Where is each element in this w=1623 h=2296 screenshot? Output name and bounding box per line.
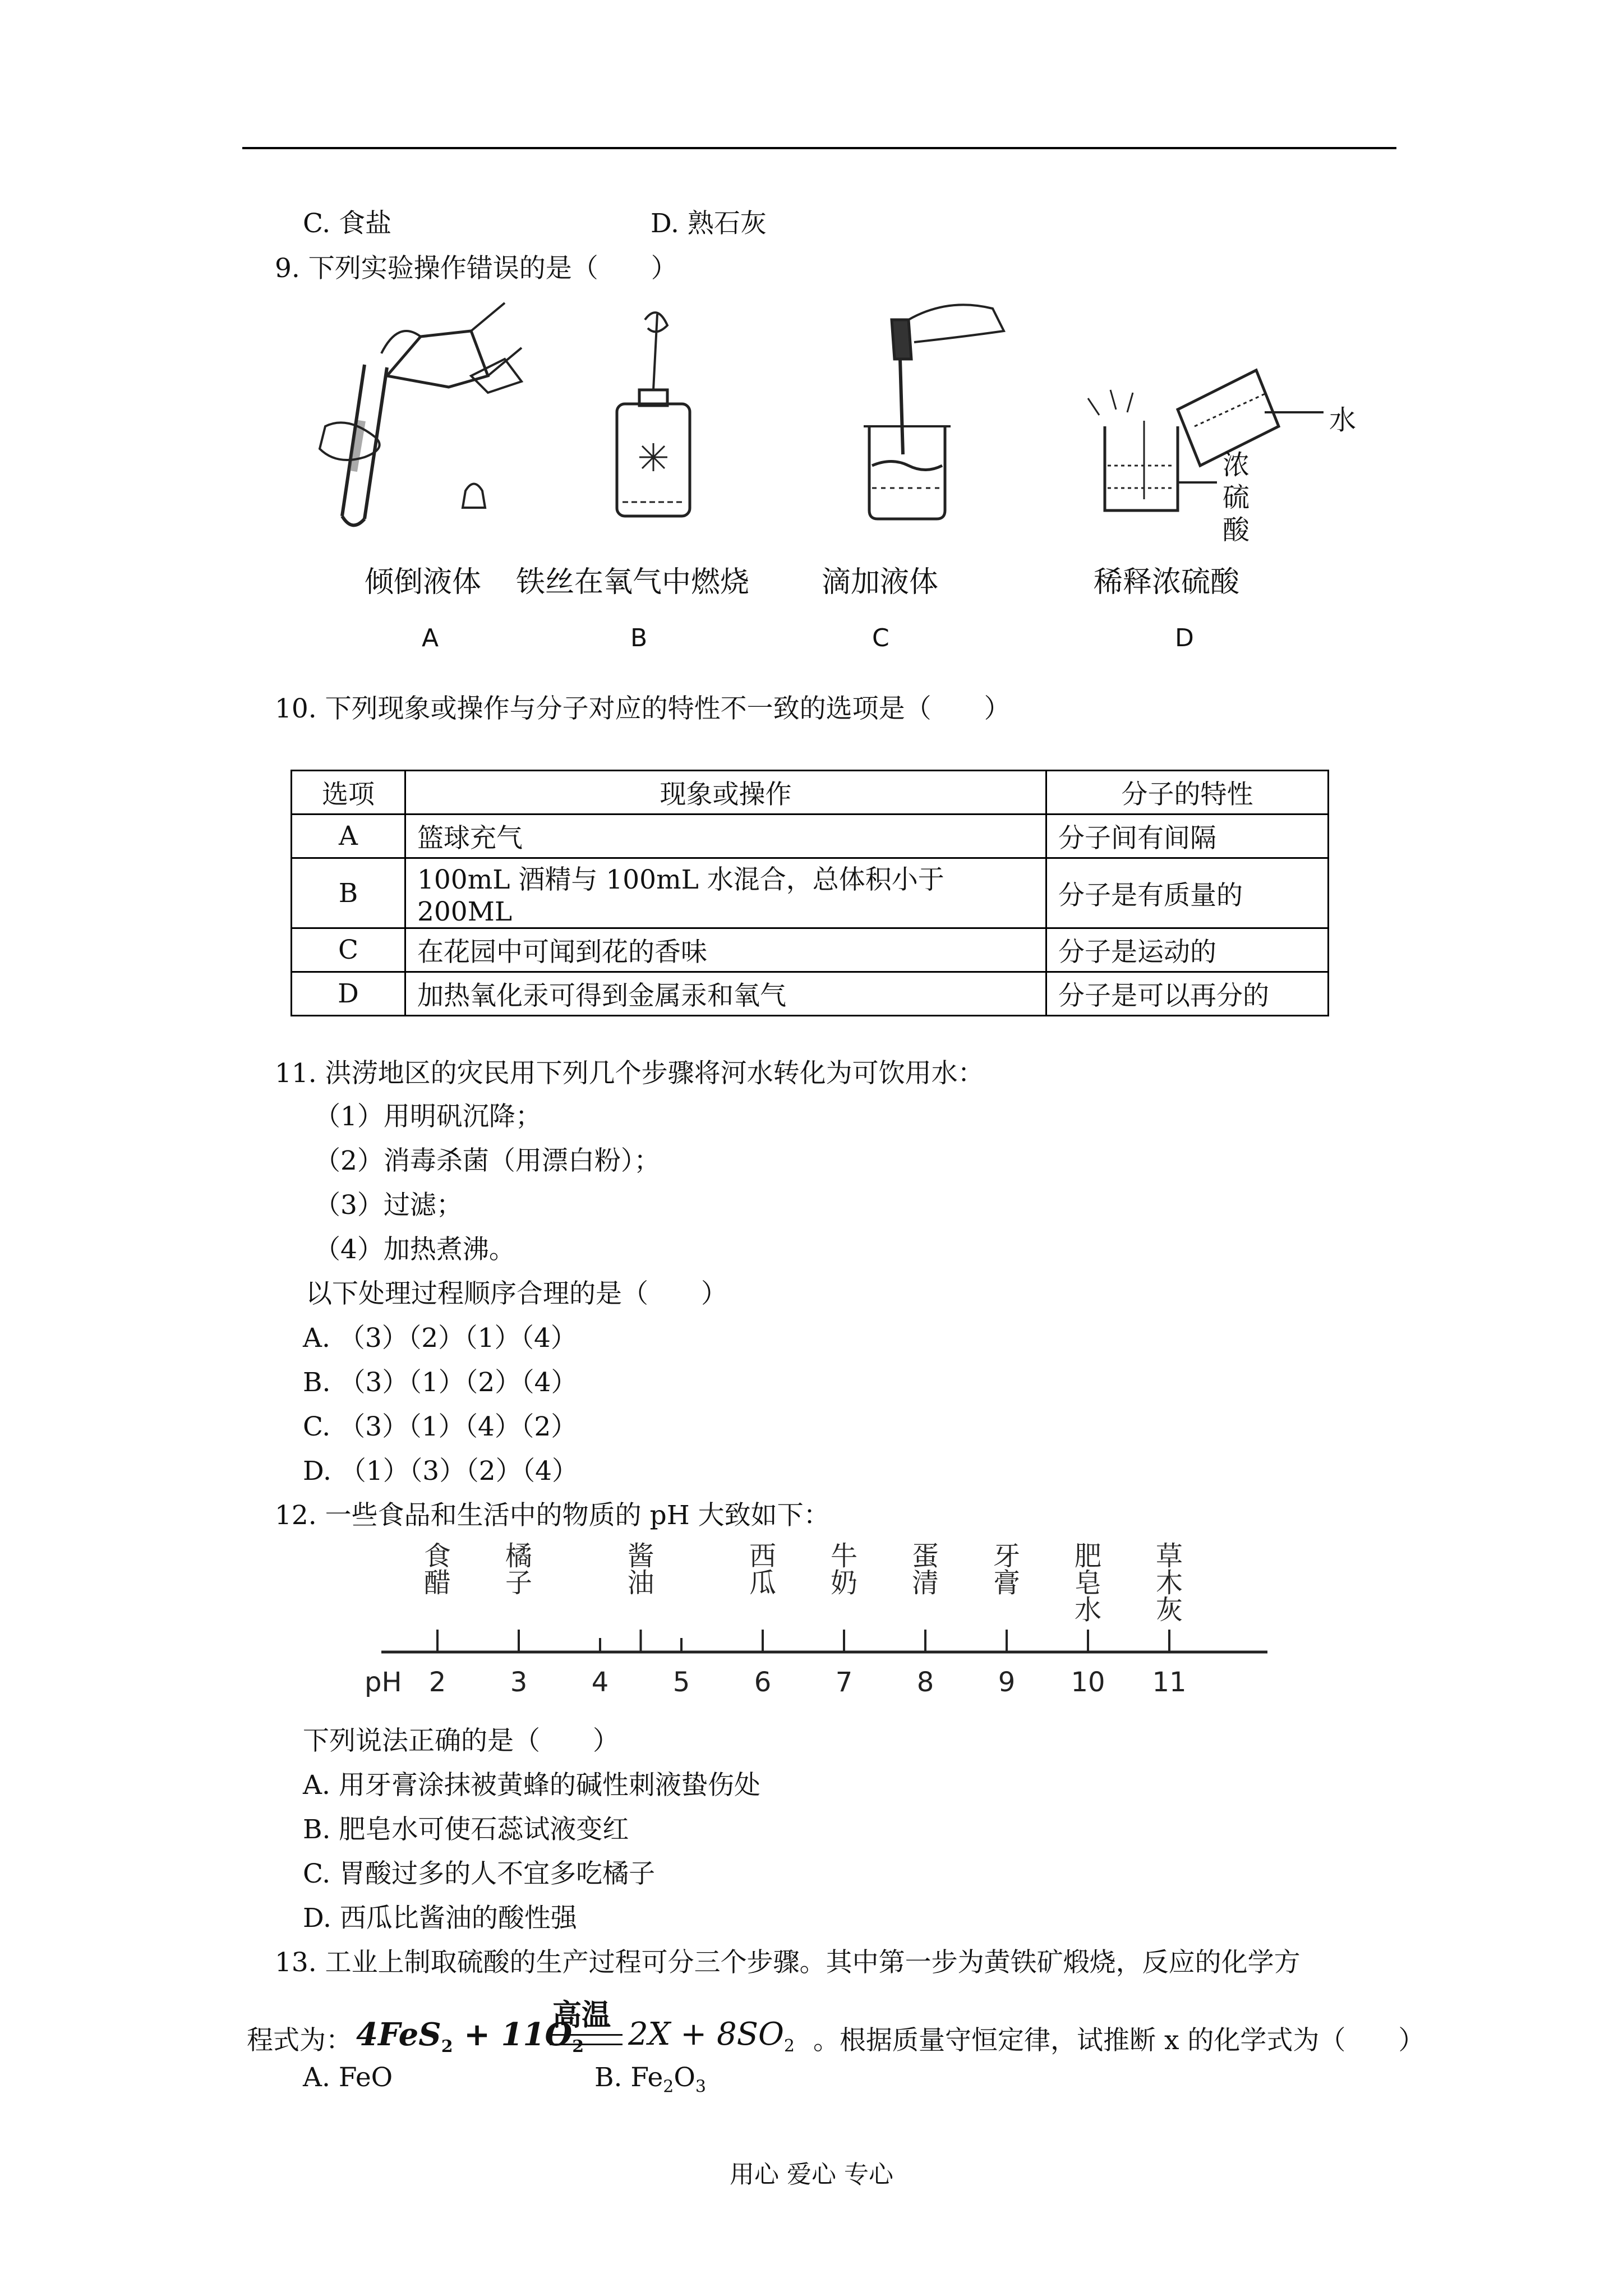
figure-c-dropping-liquid: [864, 305, 1004, 519]
ph-tick-label: 10: [1071, 1667, 1105, 1698]
caption-b: 铁丝在氧气中燃烧: [516, 565, 750, 599]
eq-o2-sub: 2: [572, 2037, 584, 2057]
row-phenomenon: 在花园中可闻到花的香味: [405, 928, 1046, 972]
ph-tick-label: 8: [916, 1667, 934, 1698]
row-phenomenon: 加热氧化汞可得到金属汞和氧气: [405, 972, 1046, 1016]
o-text: O: [674, 2062, 695, 2093]
q11-option-b: B. （3）（1）（2）（4）: [303, 1367, 578, 1398]
q13-stem-line-1: 13. 工业上制取硫酸的生产过程可分三个步骤。其中第一步为黄铁矿煅烧，反应的化学方: [275, 1947, 1301, 1978]
substance-label: 酱: [627, 1540, 654, 1572]
substance-label: 肥: [1074, 1540, 1102, 1572]
ph-tick-label: 2: [428, 1667, 446, 1698]
fe-sub: 2: [663, 2077, 674, 2097]
eq-fes-sub: 2: [441, 2037, 453, 2057]
fe-text: B. Fe: [594, 2062, 663, 2093]
eq-products: 2X + 8SO: [628, 2016, 784, 2053]
q11-option-d: D. （1）（3）（2）（4）: [303, 1456, 578, 1487]
q13-option-b: [594, 2064, 706, 2095]
label-concentrated-sulfuric-acid: [1223, 449, 1249, 546]
substance-label: 灰: [1155, 1594, 1183, 1626]
table-row: [292, 858, 1329, 928]
q11-question: 以下处理过程顺序合理的是（ ）: [306, 1278, 727, 1309]
table-row: [292, 928, 1329, 972]
q13-suffix: 。根据质量守恒定律，试推断 x 的化学式为（ ）: [813, 2025, 1425, 2056]
label-acid-char-2: 硫: [1223, 482, 1250, 513]
substance-label: 子: [505, 1567, 533, 1599]
ph-label: pH: [365, 1667, 402, 1698]
table-header-row: [292, 771, 1329, 815]
row-option: D: [292, 972, 405, 1016]
ph-scale: [359, 1537, 1284, 1717]
caption-a: 倾倒液体: [365, 565, 482, 599]
eq-o2: + 11O: [453, 2016, 573, 2053]
q11-step-4: （4）加热煮沸。: [314, 1234, 515, 1265]
o-sub: 3: [695, 2077, 707, 2097]
substance-label: 食: [423, 1540, 451, 1572]
ph-tick-label: 3: [510, 1667, 528, 1698]
row-phenomenon: 篮球充气: [405, 815, 1046, 858]
row-property: 分子是有质量的: [1046, 858, 1329, 928]
header-rule: [242, 147, 1396, 149]
q13-option-a: A. FeO: [303, 2062, 393, 2093]
figure-d-diluting-acid: [1088, 370, 1324, 510]
reaction-condition: 高温: [552, 1999, 611, 2032]
q10-stem: 10. 下列现象或操作与分子对应的特性不一致的选项是（ ）: [275, 693, 1011, 724]
ph-tick-label: 7: [835, 1667, 853, 1698]
q9-stem: 9. 下列实验操作错误的是（ ）: [275, 253, 677, 284]
letter-c: C: [872, 624, 889, 652]
q12-option-c: C. 胃酸过多的人不宜多吃橘子: [303, 1858, 656, 1889]
row-property: 分子是运动的: [1046, 928, 1329, 972]
substance-label: 草: [1155, 1540, 1183, 1572]
ph-tick-label: 5: [672, 1667, 690, 1698]
substance-label: 橘: [505, 1540, 533, 1572]
substance-label: 水: [1074, 1594, 1102, 1626]
substance-label: 西: [749, 1540, 777, 1572]
page-footer: 用心 爱心 专心: [730, 2160, 893, 2189]
q12-option-a: A. 用牙膏涂抹被黄蜂的碱性刺液蛰伤处: [303, 1770, 760, 1801]
letter-b: B: [630, 624, 648, 652]
substance-label: 油: [627, 1567, 654, 1599]
q9-illustrations: [303, 297, 1368, 662]
q11-stem: 11. 洪涝地区的灾民用下列几个步骤将河水转化为可饮用水：: [275, 1058, 984, 1089]
header-phenomenon: 现象或操作: [405, 771, 1046, 815]
substance-label: 蛋: [911, 1540, 939, 1572]
letter-a: A: [422, 624, 439, 652]
ph-tick-label: 6: [754, 1667, 772, 1698]
ph-tick-label: 11: [1152, 1667, 1187, 1698]
substance-label: 清: [911, 1567, 939, 1599]
equation-right: [628, 2016, 795, 2056]
table-row: [292, 815, 1329, 858]
row-property: 分子是可以再分的: [1046, 972, 1329, 1016]
q11-option-a: A. （3）（2）（1）（4）: [303, 1323, 577, 1354]
q11-option-c: C. （3）（1）（4）（2）: [303, 1411, 578, 1442]
equals-sign: [550, 2034, 623, 2045]
substance-label: 瓜: [749, 1567, 777, 1599]
caption-c: 滴加液体: [822, 565, 939, 599]
q12-question: 下列说法正确的是（ ）: [303, 1726, 619, 1756]
q10-table: [291, 770, 1329, 1016]
substance-label: 牛: [830, 1540, 858, 1572]
substance-label: 皂: [1074, 1567, 1102, 1599]
q11-step-1: （1）用明矾沉降；: [314, 1101, 542, 1132]
row-option: B: [292, 858, 405, 928]
eq-so2-sub: 2: [783, 2036, 795, 2056]
ph-tick-label: 9: [998, 1667, 1016, 1698]
substance-label: 木: [1155, 1567, 1183, 1599]
row-property: 分子间有间隔: [1046, 815, 1329, 858]
substance-label: 膏: [993, 1567, 1021, 1599]
row-phenomenon: 100mL 酒精与 100mL 水混合，总体积小于 200ML: [405, 858, 1046, 928]
eq-fes: 4FeS: [356, 2016, 441, 2053]
q8-option-d: D. 熟石灰: [651, 208, 767, 239]
caption-d: 稀释浓硫酸: [1094, 565, 1240, 599]
label-water: 水: [1329, 404, 1357, 436]
q8-option-c: C. 食盐: [303, 208, 392, 239]
row-option: A: [292, 815, 405, 858]
figure-b-iron-wire-burning: [617, 312, 690, 516]
substance-label: 牙: [993, 1540, 1021, 1572]
figure-a-pouring-liquid: [320, 303, 522, 525]
ph-tick-label: 4: [591, 1667, 609, 1698]
q11-step-3: （3）过滤；: [314, 1190, 463, 1221]
label-acid-char-1: 浓: [1223, 449, 1250, 481]
substance-label: 醋: [423, 1567, 451, 1599]
table-row: [292, 972, 1329, 1016]
q11-step-2: （2）消毒杀菌（用漂白粉）；: [314, 1145, 661, 1176]
q12-option-d: D. 西瓜比酱油的酸性强: [303, 1903, 577, 1934]
row-option: C: [292, 928, 405, 972]
q12-stem: 12. 一些食品和生活中的物质的 pH 大致如下：: [275, 1500, 830, 1531]
q12-option-b: B. 肥皂水可使石蕊试液变红: [303, 1814, 629, 1845]
header-option: 选项: [292, 771, 405, 815]
letter-d: D: [1175, 624, 1194, 652]
label-acid-char-3: 酸: [1223, 514, 1250, 546]
q13-prefix: 程式为：: [247, 2025, 352, 2056]
header-property: 分子的特性: [1046, 771, 1329, 815]
substance-label: 奶: [830, 1567, 858, 1599]
